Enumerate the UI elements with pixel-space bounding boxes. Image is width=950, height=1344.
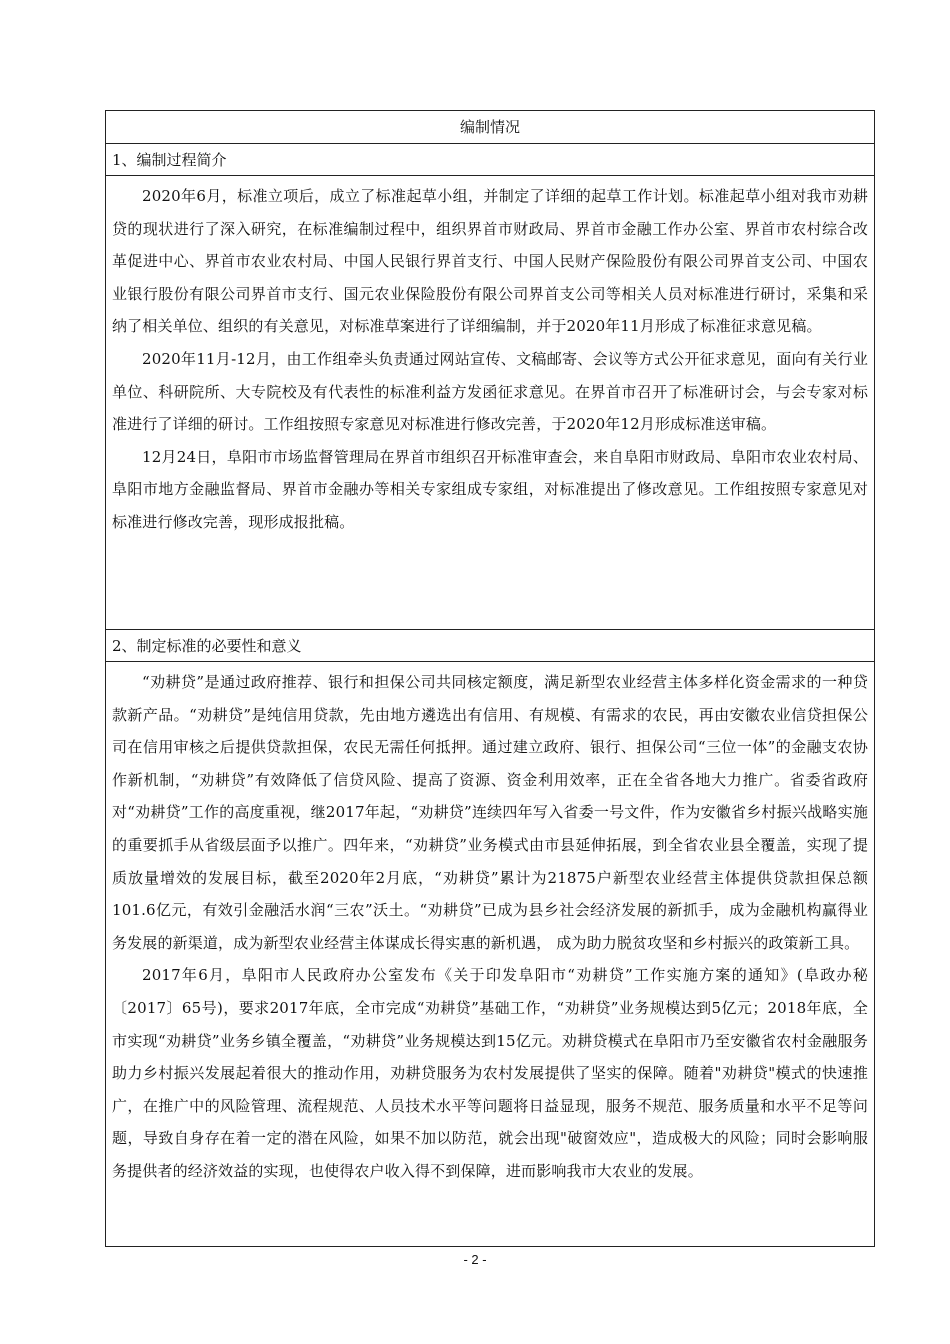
paragraph-process-3: 12月24日，阜阳市市场监督管理局在界首市组织召开标准审查会，来自阜阳市财政局、阜阳市农业农村局、阜阳市地方金融监督局、界首市金融办等相关专家组成专家组，对标准提出了修改意见。工作组按照专家意见对标准进行修改完善，现形成报批稿。 (112, 447, 868, 531)
table-title: 编制情况 (106, 111, 874, 144)
paragraph-process-1: 2020年6月，标准立项后，成立了标准起草小组，并制定了详细的起草工作计划。标准起草小组对我市劝耕贷的现状进行了深入研究，在标准编制过程中，组织界首市财政局、界首市金融工作办公室、界首市农村综合改革促进中心、界首市农业农村局、中国人民银行界首支行、中国人民财产保险股份有限公司界首支公司、中国农业银行股份有限公司界首市支行、国元农业保险股份有限公司界首支公司等相关人员对标准进行研讨，采集和采纳了相关单位、组织的有关意见，对标准草案进行了详细编制，并于2020年11月形成了标准征求意见稿。 (112, 187, 868, 336)
page-number: - 2 - (463, 1252, 487, 1267)
section-heading-necessity: 2、制定标准的必要性和意义 (106, 630, 874, 662)
section-heading-process: 1、编制过程简介 (106, 144, 874, 176)
paragraph-necessity-2: 2017年6月，阜阳市人民政府办公室发布《关于印发阜阳市“劝耕贷”工作实施方案的通知》(阜政办秘〔2017〕65号)，要求2017年底，全市完成“劝耕贷”基础工作，“劝耕贷”业务规模达到5亿元；2018年底，全市实现“劝耕贷”业务乡镇全覆盖，“劝耕贷”业务规模达到15亿元。劝耕贷模式在阜阳市乃至安徽省农村金融服务助力乡村振兴发展起着很大的推动作用，劝耕贷服务为农村发展提供了坚实的保障。随着"劝耕贷"模式的快速推广，在推广中的风险管理、流程规范、人员技术水平等问题将日益显现，服务不规范、服务质量和水平不足等问题，导致自身存在着一定的潜在风险，如果不加以防范，就会出现"破窗效应"，造成极大的风险；同时会影响服务提供者的经济效益的实现，也使得农户收入得不到保障，进而影响我市大农业的发展。 (112, 966, 868, 1180)
paragraph-necessity-1: “劝耕贷”是通过政府推荐、银行和担保公司共同核定额度，满足新型农业经营主体多样化资金需求的一种贷款新产品。“劝耕贷”是纯信用贷款，先由地方遴选出有信用、有规模、有需求的农民，再由安徽农业信贷担保公司在信用审核之后提供贷款担保，农民无需任何抵押。通过建立政府、银行、担保公司“三位一体”的金融支农协作新机制，“劝耕贷”有效降低了信贷风险、提高了资源、资金利用效率，正在全省各地大力推广。省委省政府对“劝耕贷”工作的高度重视，继2017年起，“劝耕贷”连续四年写入省委一号文件，作为安徽省乡村振兴战略实施的重要抓手从省级层面予以推广。四年来，“劝耕贷”业务模式由市县延伸拓展，到全省农业县全覆盖，实现了提质放量增效的发展目标，截至2020年2月底，“劝耕贷”累计为21875户新型农业经营主体提供贷款担保总额101.6亿元，有效引金融活水润“三农”沃土。“劝耕贷”已成为县乡社会经济发展的新抓手，成为金融机构赢得业务发展的新渠道，成为新型农业经营主体谋成长得实惠的新机遇， 成为助力脱贫攻坚和乡村振兴的政策新工具。 (112, 673, 868, 952)
paragraph-process-2: 2020年11月-12月，由工作组牵头负责通过网站宣传、文稿邮寄、会议等方式公开征求意见，面向有关行业单位、科研院所、大专院校及有代表性的标准利益方发函征求意见。在界首市召开了标准研讨会，与会专家对标准进行了详细的研讨。工作组按照专家意见对标准进行修改完善，于2020年12月形成标准送审稿。 (112, 349, 868, 434)
section-body-process (106, 176, 874, 630)
compilation-table (105, 110, 875, 1247)
section-body-necessity (106, 662, 874, 1246)
